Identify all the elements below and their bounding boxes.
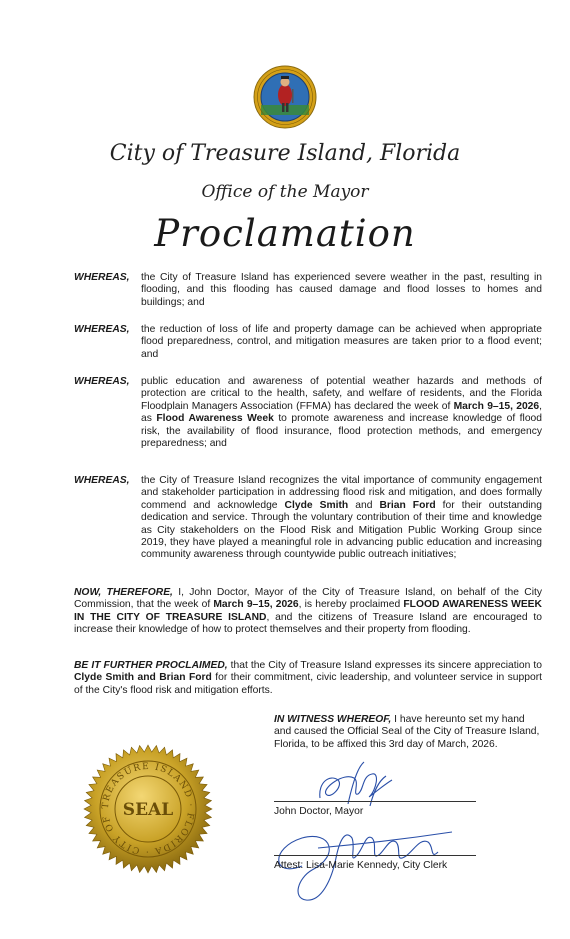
- gold-seal-ring-text: TREASURE ISLAND · FLORIDA · CITY OF: [100, 761, 196, 857]
- whereas-clause-4: [74, 475, 542, 562]
- clerk-signature-line: [274, 855, 476, 856]
- gold-seal-center-text: SEAL: [122, 800, 174, 820]
- city-seal-icon: [253, 65, 317, 129]
- whereas-clause-3: [74, 376, 542, 450]
- gold-seal-icon: [82, 743, 214, 875]
- whereas-text: the City of Treasure Island has experienced severe weather in the past, resulting in flooding, and this flooding has caused damage and flood losses to homes and buildings; and: [141, 272, 542, 308]
- proclamation-title: Proclamation: [154, 212, 416, 255]
- mayor-signature-line: [274, 801, 476, 802]
- whereas-clause-2: [74, 324, 542, 361]
- whereas-label: WHEREAS,: [74, 475, 130, 486]
- further-proclaimed-paragraph: BE IT FURTHER PROCLAIMED, that the City of Treasure Island expresses its sincere appreciation to Clyde Smith and Brian Ford for their commitment, civic leadership, and volunteer service in support of the City's flood risk and mitigation efforts.: [74, 660, 543, 696]
- whereas-text: the City of Treasure Island recognizes the vital importance of community engagement and stakeholder participation in addressing flood risk and mitigation, and does formally commend and acknowledge Clyde Smith and Brian Ford for their outstanding dedication and service. Through the voluntary contribution of their time and knowledge as City stakeholders on the Flood Risk and Mitigation Public Working Group since 2019, they have played a meaningful role in advancing public education and increasing community awareness through countywide public outreach initiatives;: [141, 475, 542, 561]
- whereas-label: WHEREAS,: [74, 324, 130, 335]
- whereas-text: public education and awareness of potential weather hazards and methods of protection are critical to the health, safety, and welfare of residents, and the Florida Floodplain Managers Association (FFMA) has declared the week of March 9–15, 2026, as Flood Awareness Week to promote awareness and increase knowledge of flood risk, the availability of flood insurance, flood protection methods, and emergency preparedness; and: [141, 376, 542, 450]
- office-subtitle: Office of the Mayor: [201, 182, 369, 202]
- whereas-clause-1: [74, 272, 542, 309]
- whereas-label: WHEREAS,: [74, 376, 130, 387]
- clerk-name: Attest: Lisa-Marie Kennedy, City Clerk: [274, 860, 448, 871]
- mayor-name: John Doctor, Mayor: [274, 806, 364, 817]
- city-title: City of Treasure Island, Florida: [109, 141, 461, 166]
- clerk-signature: [262, 808, 462, 908]
- whereas-text: the reduction of loss of life and property damage can be achieved when appropriate flood preparedness, control, and mitigation measures are taken prior to a flood event; and: [141, 324, 542, 360]
- now-therefore-paragraph: NOW, THEREFORE, I, John Doctor, Mayor of the City of Treasure Island, on behalf of the City Commission, that the week of March 9–15, 2026, is hereby proclaimed FLOOD AWARENESS WEEK IN THE CITY OF TREASURE ISLAND, and the citizens of Treasure Island are encouraged to increase their knowledge of how to protect themselves and their property from flooding.: [74, 587, 542, 636]
- whereas-label: WHEREAS,: [74, 272, 130, 283]
- witness-paragraph: IN WITNESS WHEREOF, I have hereunto set my hand and caused the Official Seal of the City of Treasure Island, Florida, to be affixed this 3rd day of March, 2026.: [274, 714, 540, 750]
